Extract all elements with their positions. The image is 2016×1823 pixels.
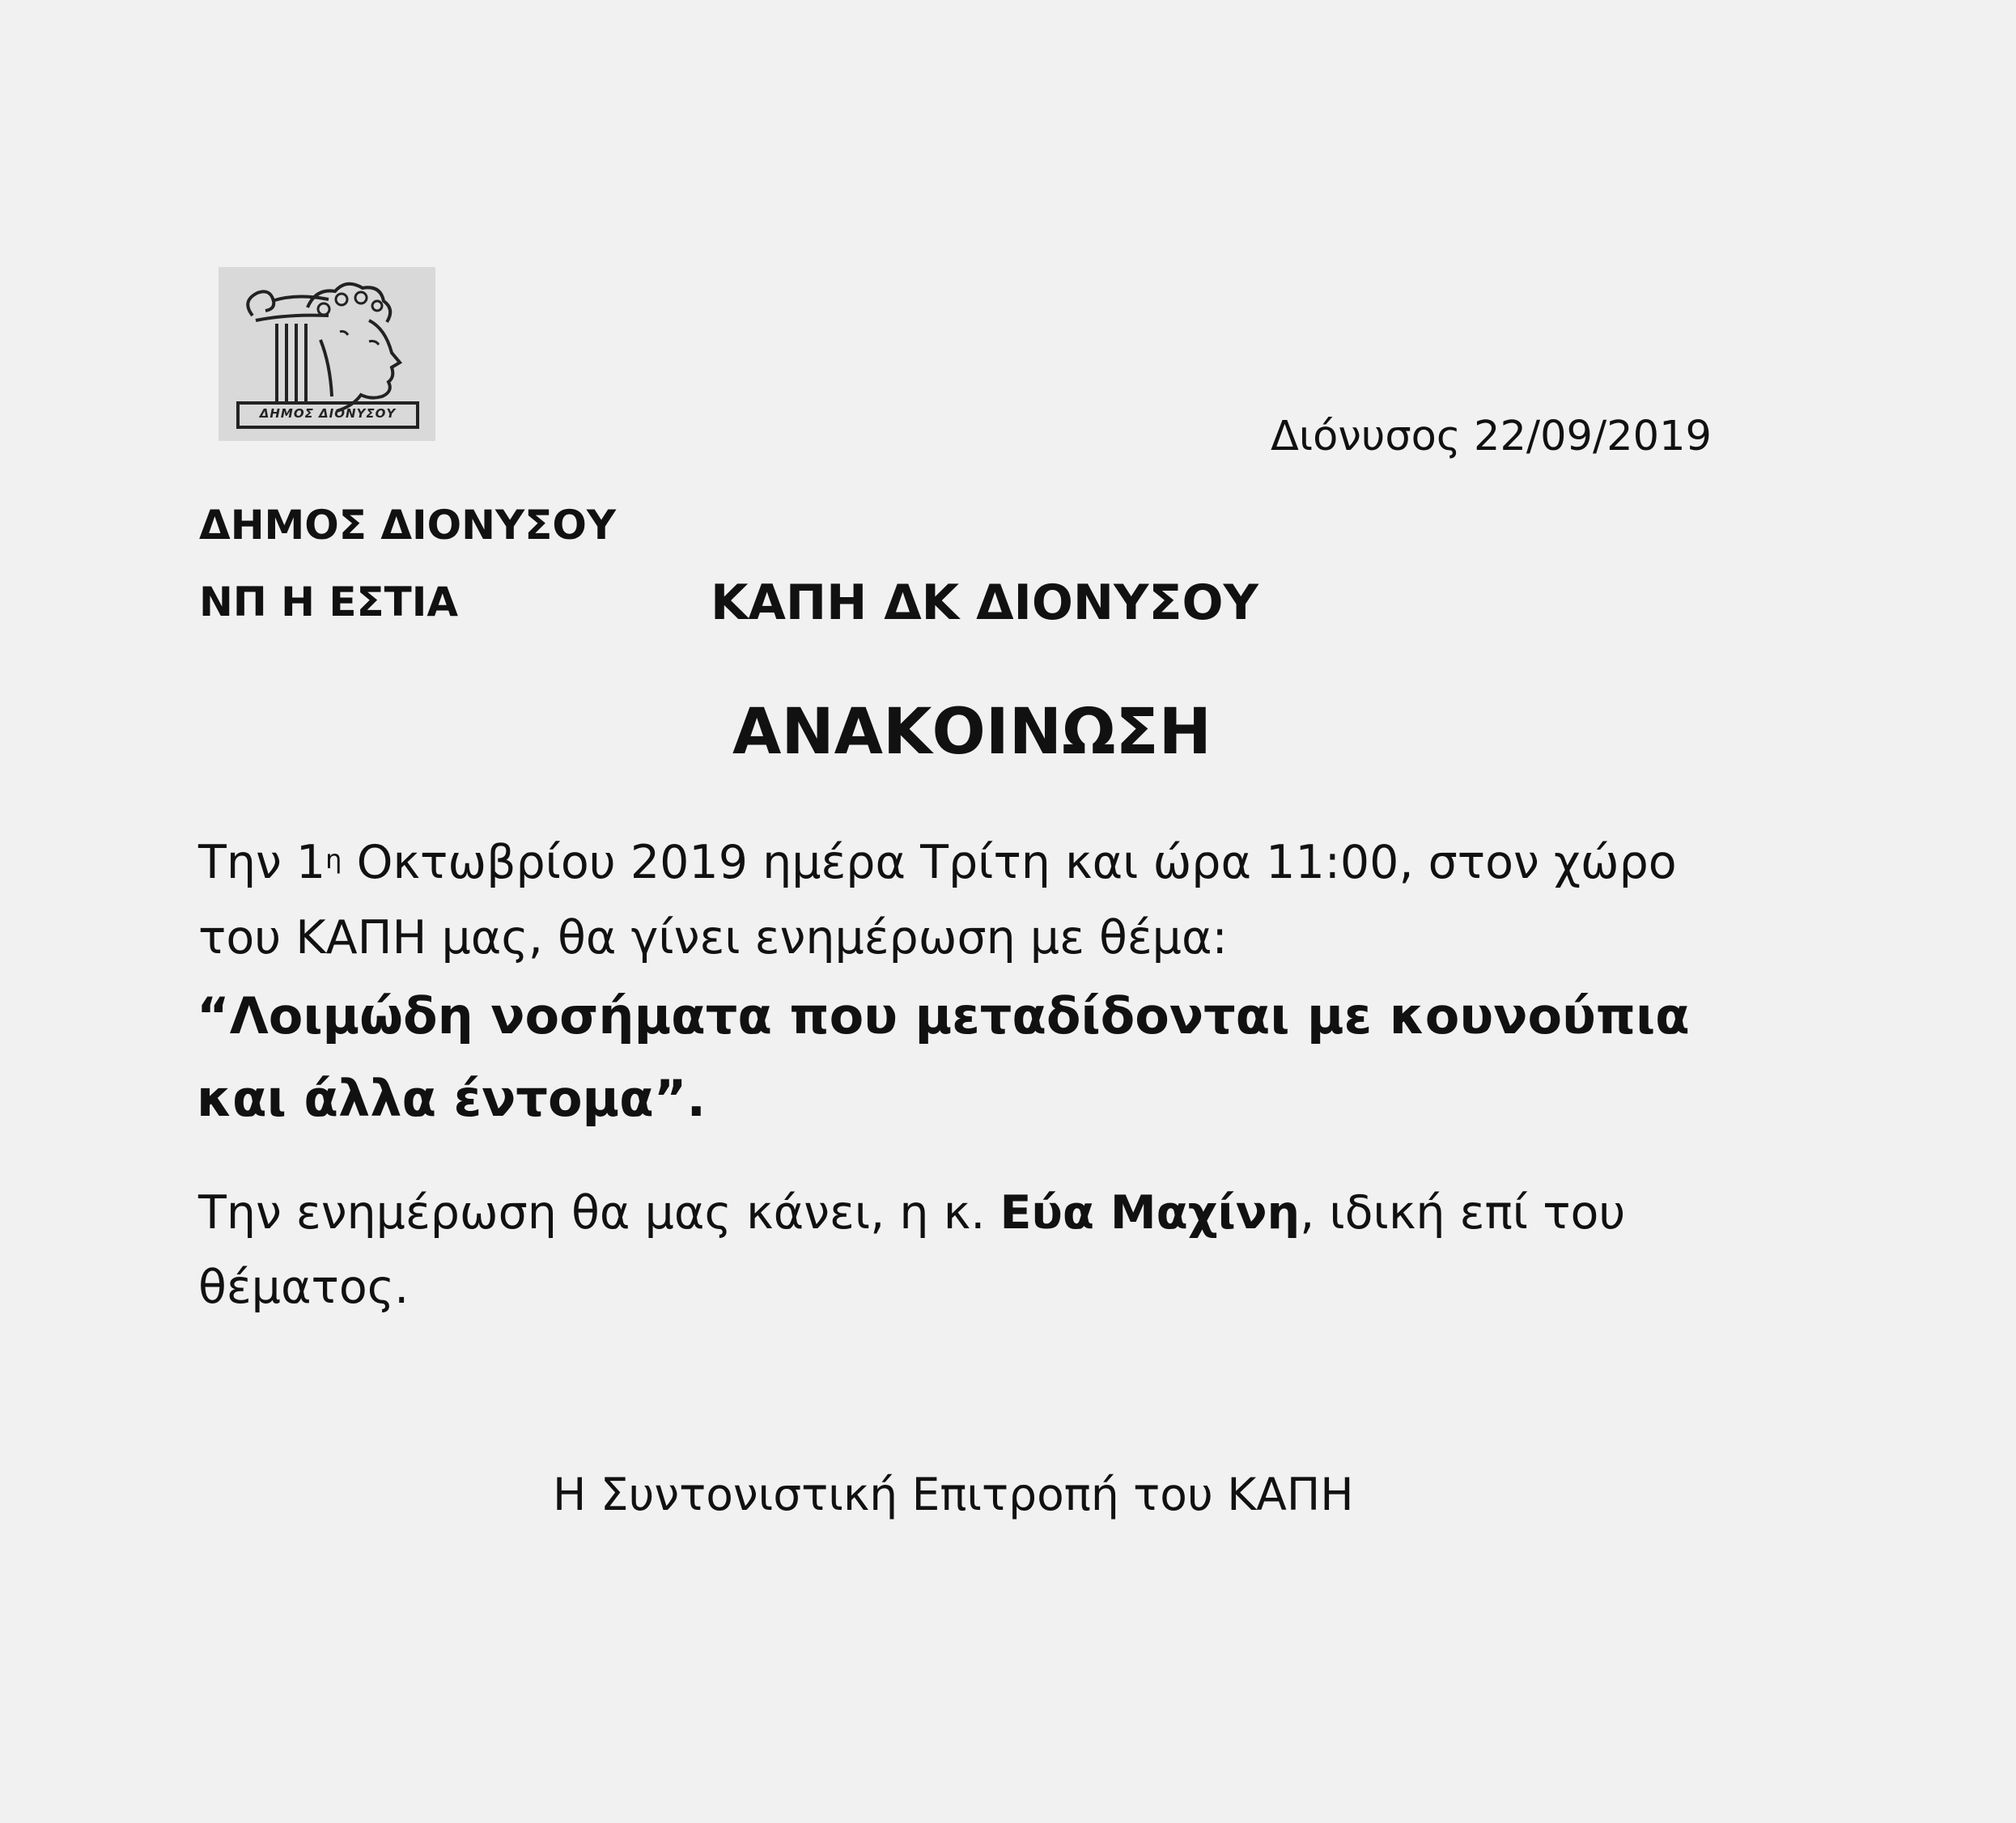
topic-line-1: “Λοιμώδη νοσήματα που μεταδίδονται με κουνούπια <box>197 986 1690 1045</box>
event-details-line-1 <box>198 825 1817 901</box>
speaker-role-text: , ιδική επί του <box>1300 1186 1626 1240</box>
speaker-line-2: θέματος. <box>198 1261 410 1314</box>
speaker-name: Εύα Μαχίνη <box>1000 1186 1301 1240</box>
event-details-line-2: του ΚΑΠΗ μας, θα γίνει ενημέρωση με θέμα: <box>198 911 1228 964</box>
topic-line-2: και άλλα έντομα”. <box>197 1069 707 1128</box>
municipality-name: ΔΗΜΟΣ ΔΙΟΝΥΣΟΥ <box>199 502 617 549</box>
center-title: ΚΑΠΗ ΔΚ ΔΙΟΝΥΣΟΥ <box>711 574 1258 631</box>
event-topic <box>197 975 1856 1140</box>
logo-caption: ΔΗΜΟΣ ΔΙΟΝΥΣΟΥ <box>259 406 397 421</box>
speaker-line-1 <box>198 1176 1857 1250</box>
municipality-logo <box>219 267 435 441</box>
event-details-paragraph <box>198 825 1817 976</box>
day-number: Την 1 <box>198 836 326 889</box>
speaker-intro-text: Την ενημέρωση θα μας κάνει, η κ. <box>198 1186 1000 1240</box>
speaker-paragraph <box>198 1176 1857 1325</box>
page-title: ΑΝΑΚΟΙΝΩΣΗ <box>732 696 1212 769</box>
ordinal-suffix: η <box>325 844 342 875</box>
event-datetime-text: Οκτωβρίου 2019 ημέρα Τρίτη και ώρα 11:00, στον χώρο <box>342 836 1677 889</box>
legal-entity-name: ΝΠ Η ΕΣΤΙΑ <box>199 579 459 625</box>
signature-line: Η Συντονιστική Επιτροπή του ΚΑΠΗ <box>553 1469 1354 1520</box>
document-date: Διόνυσος 22/09/2019 <box>1271 413 1712 460</box>
